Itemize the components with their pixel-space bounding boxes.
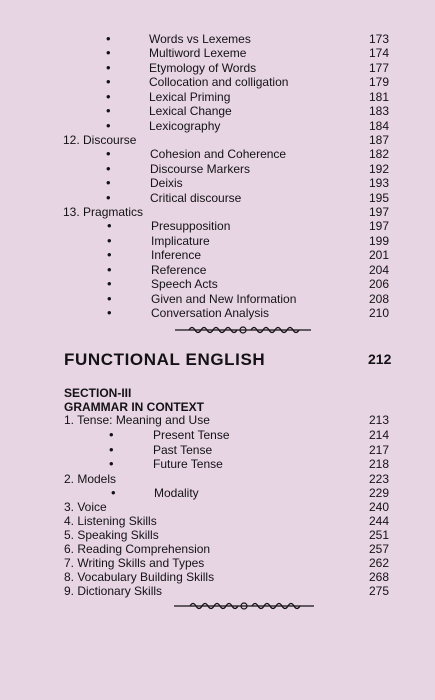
entry-page: 201 — [368, 248, 389, 262]
entry-label: Presupposition — [151, 219, 231, 233]
entry-page: 177 — [368, 61, 389, 75]
chapter-page: 197 — [368, 205, 389, 219]
bullet: • — [106, 60, 111, 75]
toc-chapter — [0, 205, 435, 219]
entry-label: Future Tense — [153, 457, 223, 471]
entry-page: 184 — [368, 119, 389, 133]
entry-label: Lexicography — [149, 119, 221, 133]
toc-entry — [0, 219, 435, 233]
entry-label: Deixis — [150, 176, 183, 190]
entry-label: Reference — [151, 263, 207, 277]
bullet: • — [107, 305, 112, 320]
toc-chapter — [0, 500, 435, 514]
chapter-page: 223 — [368, 472, 389, 486]
section-label: SECTION-III — [64, 386, 132, 400]
entry-page: 181 — [368, 90, 389, 104]
bullet: • — [107, 276, 112, 291]
bullet: • — [106, 190, 111, 205]
chapter-label: 12. Discourse — [63, 133, 137, 147]
chapter-label: 9. Dictionary Skills — [64, 584, 163, 598]
bullet: • — [107, 291, 112, 306]
entry-label: Given and New Information — [151, 292, 297, 306]
toc-chapter — [0, 528, 435, 542]
bullet: • — [106, 118, 111, 133]
chapter-page: 275 — [368, 584, 389, 598]
section-heading-page: 212 — [368, 351, 392, 367]
bullet: • — [107, 247, 112, 262]
toc-entry — [0, 61, 435, 75]
entry-label: Lexical Priming — [149, 90, 231, 104]
bullet: • — [111, 485, 116, 500]
chapter-page: 240 — [368, 500, 389, 514]
chapter-page: 251 — [368, 528, 389, 542]
entry-label: Conversation Analysis — [151, 306, 270, 320]
toc-chapter — [0, 514, 435, 528]
toc-entry — [0, 147, 435, 161]
toc-entry — [0, 263, 435, 277]
chapter-label: 1. Tense: Meaning and Use — [64, 413, 210, 427]
bullet: • — [106, 89, 111, 104]
toc-entry — [0, 428, 435, 442]
bullet: • — [106, 31, 111, 46]
entry-page: 210 — [368, 306, 389, 320]
entry-page: 229 — [368, 486, 389, 500]
chapter-label: 8. Vocabulary Building Skills — [64, 570, 215, 584]
bullet: • — [109, 456, 114, 471]
chapter-page: 257 — [368, 542, 389, 556]
bullet: • — [107, 218, 112, 233]
bullet: • — [106, 175, 111, 190]
toc-entry — [0, 457, 435, 471]
toc-entry — [0, 443, 435, 457]
toc-entry — [0, 176, 435, 190]
entry-page: 197 — [368, 219, 389, 233]
entry-page: 218 — [368, 457, 389, 471]
toc-entry — [0, 162, 435, 176]
entry-page: 183 — [368, 104, 389, 118]
toc-chapter — [0, 133, 435, 147]
chapter-page: 244 — [368, 514, 389, 528]
entry-page: 192 — [368, 162, 389, 176]
toc-chapter — [0, 542, 435, 556]
entry-label: Past Tense — [153, 443, 213, 457]
bullet: • — [106, 45, 111, 60]
bullet: • — [106, 103, 111, 118]
toc-entry — [0, 191, 435, 205]
entry-label: Implicature — [151, 234, 210, 248]
section-heading: FUNCTIONAL ENGLISH — [64, 350, 266, 369]
entry-label: Etymology of Words — [149, 61, 257, 75]
bullet: • — [106, 161, 111, 176]
toc-chapter — [0, 556, 435, 570]
entry-page: 204 — [368, 263, 389, 277]
entry-page: 214 — [368, 428, 389, 442]
entry-page: 206 — [368, 277, 389, 291]
bullet: • — [107, 262, 112, 277]
entry-page: 199 — [368, 234, 389, 248]
toc-entry — [0, 292, 435, 306]
toc-chapter — [0, 584, 435, 598]
entry-label: Lexical Change — [149, 104, 232, 118]
chapter-label: 4. Listening Skills — [64, 514, 157, 528]
bullet: • — [106, 146, 111, 161]
chapter-label: 3. Voice — [64, 500, 107, 514]
entry-page: 195 — [368, 191, 389, 205]
entry-page: 173 — [368, 32, 389, 46]
toc-entry — [0, 234, 435, 248]
bullet: • — [106, 74, 111, 89]
chapter-page: 262 — [368, 556, 389, 570]
toc-entry — [0, 486, 435, 500]
bullet: • — [107, 233, 112, 248]
entry-label: Inference — [151, 248, 202, 262]
chapter-page: 268 — [368, 570, 389, 584]
toc-chapter — [0, 570, 435, 584]
entry-label: Present Tense — [153, 428, 230, 442]
toc-entry — [0, 46, 435, 60]
chapter-page: 187 — [368, 133, 389, 147]
entry-page: 217 — [368, 443, 389, 457]
toc-entry — [0, 248, 435, 262]
chapter-label: 5. Speaking Skills — [64, 528, 159, 542]
entry-page: 208 — [368, 292, 389, 306]
entry-label: Words vs Lexemes — [149, 32, 251, 46]
toc-chapter — [0, 413, 435, 427]
toc-entry — [0, 104, 435, 118]
chapter-label: 6. Reading Comprehension — [64, 542, 211, 556]
toc-entry — [0, 75, 435, 89]
toc-entry — [0, 119, 435, 133]
bullet: • — [109, 442, 114, 457]
entry-page: 182 — [368, 147, 389, 161]
entry-label: Discourse Markers — [150, 162, 251, 176]
chapter-label: 2. Models — [64, 472, 117, 486]
entry-label: Collocation and colligation — [149, 75, 289, 89]
toc-entry — [0, 277, 435, 291]
toc-entry — [0, 90, 435, 104]
entry-label: Critical discourse — [150, 191, 242, 205]
toc-entry — [0, 306, 435, 320]
entry-page: 174 — [368, 46, 389, 60]
chapter-label: 13. Pragmatics — [63, 205, 144, 219]
bullet: • — [109, 427, 114, 442]
entry-label: Cohesion and Coherence — [150, 147, 287, 161]
entry-label: Speech Acts — [151, 277, 218, 291]
section-title: GRAMMAR IN CONTEXT — [64, 400, 204, 414]
toc-chapter — [0, 472, 435, 486]
ornamental-divider — [175, 325, 311, 335]
ornamental-divider — [174, 601, 314, 611]
chapter-label: 7. Writing Skills and Types — [64, 556, 205, 570]
entry-label: Multiword Lexeme — [149, 46, 247, 60]
entry-page: 179 — [368, 75, 389, 89]
toc-entry — [0, 32, 435, 46]
entry-page: 193 — [368, 176, 389, 190]
chapter-page: 213 — [368, 413, 389, 427]
entry-label: Modality — [154, 486, 199, 500]
